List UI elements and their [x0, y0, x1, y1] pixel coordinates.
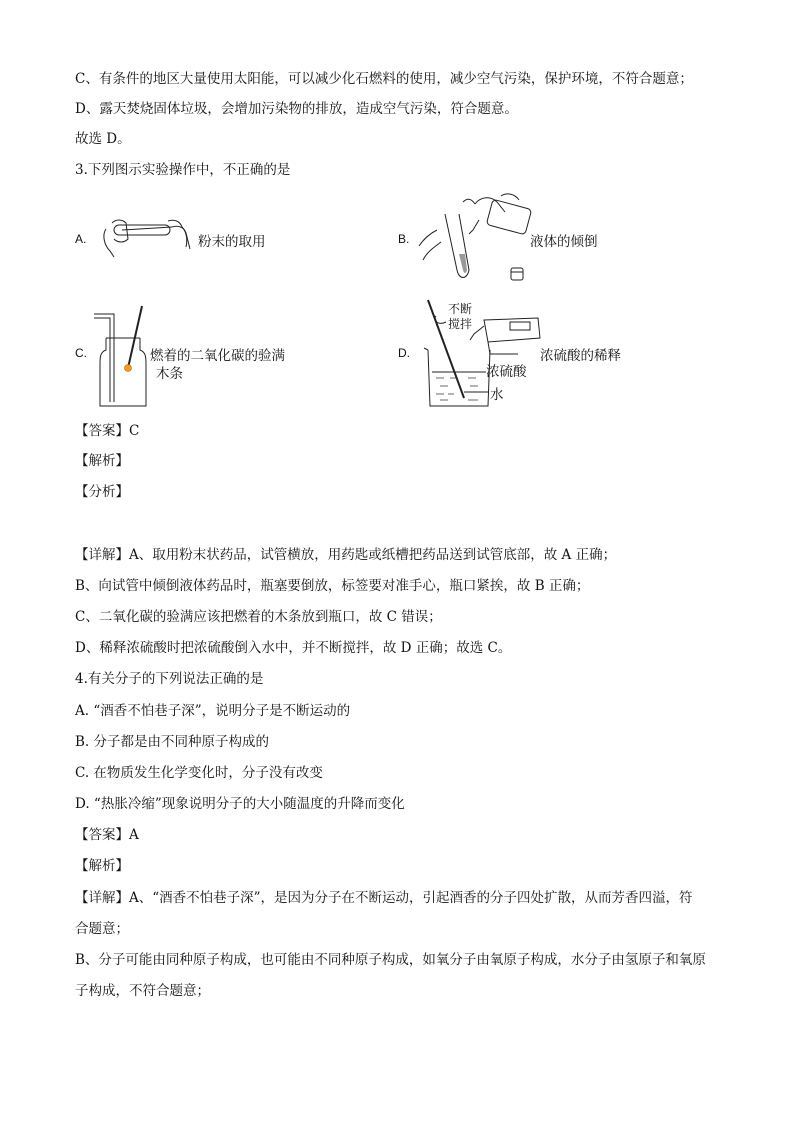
option-b-label: 液体的倾倒 — [530, 234, 598, 250]
q3-answer: 【答案】C — [75, 423, 140, 439]
co2-check-figure — [88, 298, 158, 410]
q4-analysis-head: 【解析】 — [75, 858, 129, 874]
q4-answer: 【答案】A — [75, 827, 139, 843]
option-d-annotation-2: 搅拌 — [448, 317, 473, 331]
text-line: C、有条件的地区大量使用太阳能，可以减少化石燃料的使用，减少空气污染，保护环境，不符合题意； — [75, 71, 693, 87]
option-d-annotation-3: 浓硫酸 — [486, 364, 527, 380]
option-d-annotation-1: 不断 — [448, 302, 473, 316]
option-d-annotation-4: 水 — [490, 387, 504, 403]
q4-detail: B、分子可能由同种原子构成，也可能由不同种原子构成，如氧分子由氧原子构成，水分子由氢原子和氧原 — [75, 952, 706, 968]
powder-taking-figure — [98, 205, 198, 260]
q4-option-d: D. “热胀冷缩”现象说明分子的大小随温度的升降而变化 — [75, 796, 405, 812]
option-a-label: 粉末的取用 — [198, 234, 266, 250]
q3-analysis-head: 【解析】 — [75, 453, 129, 469]
option-d-label: 浓硫酸的稀释 — [540, 348, 621, 364]
q4-detail: 合题意； — [75, 921, 129, 937]
q3-detail: D、稀释浓硫酸时把浓硫酸倒入水中，并不断搅拌，故 D 正确；故选 C。 — [75, 640, 512, 656]
q4-option-a: A. “酒香不怕巷子深”，说明分子是不断运动的 — [75, 703, 351, 719]
option-c-sublabel: 木条 — [156, 366, 183, 382]
acid-dilution-figure — [418, 296, 548, 412]
text-line: 故选 D。 — [75, 131, 131, 147]
question-3: 3.下列图示实验操作中，不正确的是 — [75, 162, 291, 178]
option-a-letter: A. — [75, 232, 87, 246]
q4-detail: 【详解】A、“酒香不怕巷子深”，是因为分子在不断运动，引起酒香的分子四处扩散，从而芳香四溢，符 — [75, 890, 693, 906]
question-4: 4.有关分子的下列说法正确的是 — [75, 671, 264, 687]
option-c-label: 燃着的二氧化碳的验满 — [150, 348, 285, 364]
q3-detail: 【详解】A、取用粉末状药品，试管横放，用药匙或纸槽把药品送到试管底部，故 A 正确； — [75, 547, 617, 563]
q3-fenxi: 【分析】 — [75, 484, 129, 500]
q3-detail: C、二氧化碳的验满应该把燃着的木条放到瓶口，故 C 错误； — [75, 609, 442, 625]
option-d-letter: D. — [398, 346, 410, 360]
q4-option-b: B. 分子都是由不同种原子构成的 — [75, 734, 270, 750]
q3-detail: B、向试管中倾倒液体药品时，瓶塞要倒放，标签要对准手心，瓶口紧挨，故 B 正确； — [75, 578, 590, 594]
option-c-letter: C. — [75, 346, 87, 360]
text-line: D、露天焚烧固体垃圾，会增加污染物的排放，造成空气污染，符合题意。 — [75, 101, 518, 117]
q4-detail: 子构成，不符合题意； — [75, 983, 210, 999]
option-b-letter: B. — [398, 232, 410, 246]
q4-option-c: C. 在物质发生化学变化时，分子没有改变 — [75, 765, 323, 781]
